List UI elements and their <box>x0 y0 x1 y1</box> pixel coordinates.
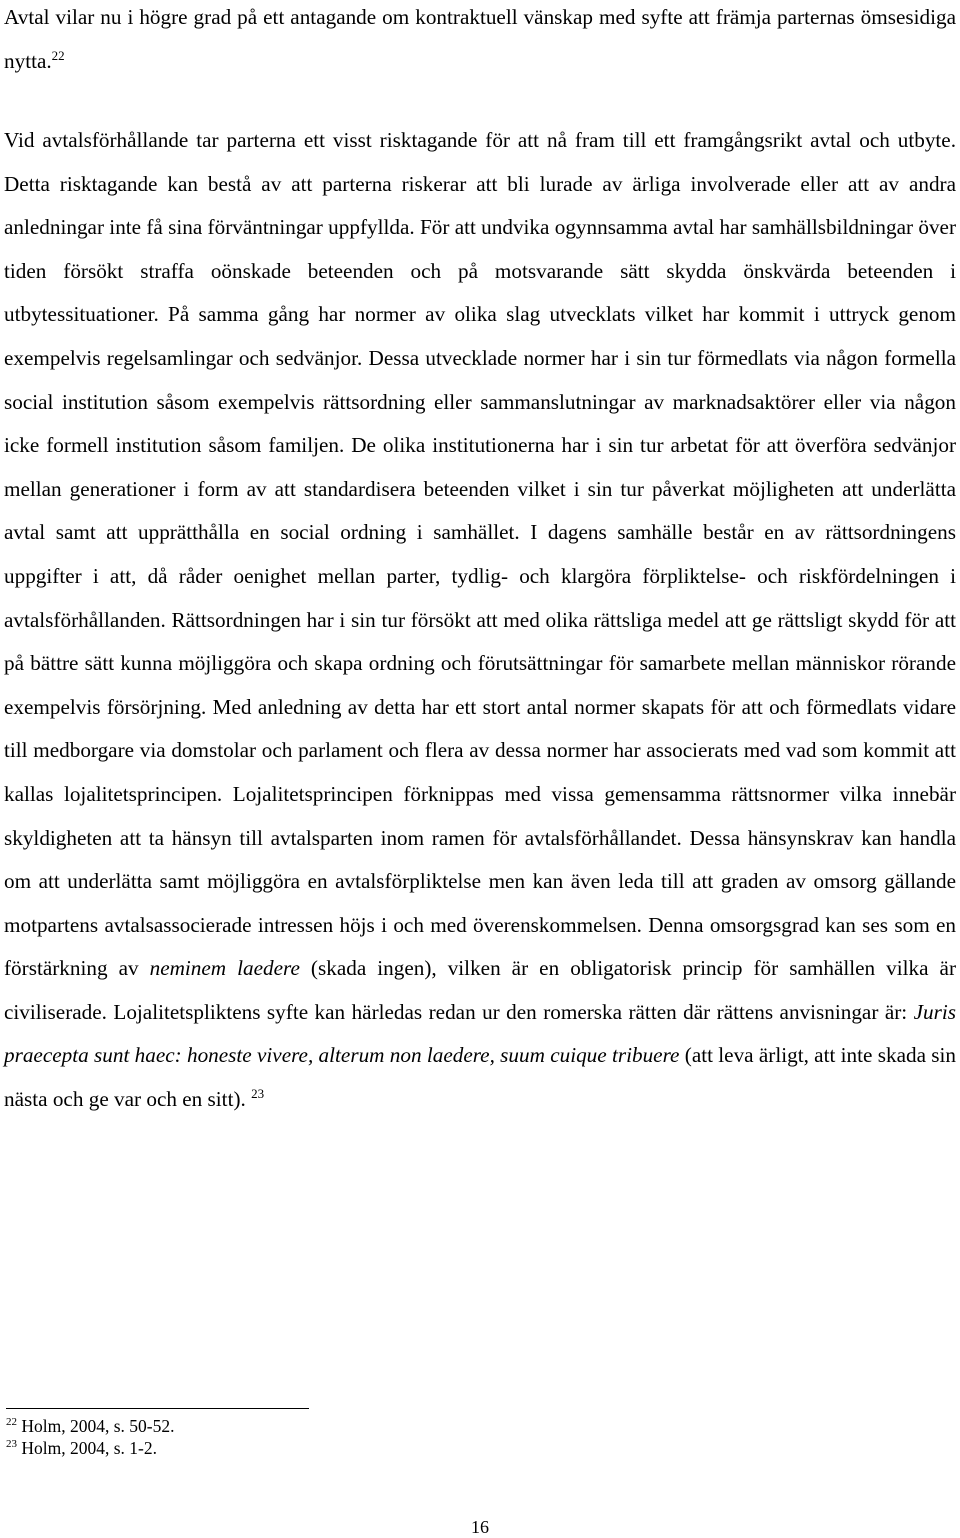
page-number: 16 <box>471 1517 489 1537</box>
footnotes <box>6 1415 606 1459</box>
paragraph-2-latin-phrase-1: neminem laedere <box>149 956 300 981</box>
footnote-separator <box>6 1408 309 1409</box>
document-page <box>4 0 956 1537</box>
footnote-text: Holm, 2004, s. 50-52. <box>21 1416 175 1436</box>
paragraph-2-latin-phrase-2: Juris praecepta sunt haec: honeste vivere, alterum non laedere, suum cuique tribuere <box>4 999 956 1068</box>
paragraph-2-text-3: (att leva ärligt, att inte skada sin nästa och ge var och en sitt). <box>4 1043 956 1112</box>
footnote-22 <box>6 1415 606 1437</box>
paragraph-1-text: Avtal vilar nu i högre grad på ett antagande om kontraktuell vänskap med syfte att främja parternas ömsesidiga nytta. <box>4 5 956 73</box>
footnote-text: Holm, 2004, s. 1-2. <box>21 1438 157 1458</box>
paragraph-2-text-1: Vid avtalsförhållande tar parterna ett visst risktagande för att nå fram till ett framgångsrikt avtal och utbyte. Detta risktagande kan bestå av att parterna riskerar att bli lurade av ärliga involverade eller att av andra anledningar inte få sina förväntningar uppfyllda. För att undvika ogynnsamma avtal har samhällsbildningar över tiden försökt straffa oönskade beteenden och på motsvarande sätt skydda önskvärda beteenden i utbytessituationer. På samma gång har normer av olika slag utvecklats vilket har kommit i uttryck genom exempelvis regelsamlingar och sedvänjor. Dessa utvecklade normer har i sin tur förmedlats via någon formella social institution såsom exempelvis rättsordning eller sammanslutningar av marknadsaktörer eller via någon icke formell institution såsom familjen. De olika institutionerna har i sin tur arbetat för att överföra sedvänjor mellan generationer i form av att standardisera beteenden vilket i sin tur påverkat möjligheten att underlätta avtal samt att upprätthålla en social ordning i samhället. I dagens samhälle består en av rättsordningens uppgifter i att, då råder oenighet mellan parter, tydlig- och klargöra förpliktelse- och riskfördelningen i avtalsförhållanden. Rättsordningen har i sin tur försökt att med olika rättsliga medel att ge rättsligt skydd för att på bättre sätt kunna möjliggöra och skapa ordning och förutsättningar för samarbete mellan människor rörande exempelvis försörjning. Med anledning av detta har ett stort antal normer skapats för att och förmedlats vidare till medborgare via domstolar och parlament och flera av dessa normer har associerats med vad som kommit att kallas lojalitetsprincipen. Lojalitetsprincipen förknippas med vissa gemensamma rättsnormer vilka innebär skyldigheten att ta hänsyn till avtalsparten inom ramen för avtalsförhållandet. Dessa hänsynskrav kan handla om att underlätta samt möjliggöra en avtalsförpliktelse men kan även leda till att graden av omsorg gällande motpartens avtalsassocierade intressen höjs i och med överenskommelsen. Denna omsorgsgrad kan ses som en förstärkning av <box>4 128 956 981</box>
paragraph-2 <box>4 119 956 1122</box>
footnote-ref-23[interactable]: 23 <box>251 1086 265 1101</box>
footnote-number: 23 <box>6 1438 17 1451</box>
paragraph-2-text-2: (skada ingen), vilken är en obligatorisk princip för samhällen vilka är civiliserade. Lojalitetspliktens syfte kan härledas redan ur den romerska rätten där rättens anvisningar är: <box>4 956 956 1024</box>
footnote-number: 22 <box>6 1416 17 1429</box>
footnote-23 <box>6 1437 606 1459</box>
paragraph-1 <box>4 0 956 83</box>
footnote-ref-22[interactable]: 22 <box>51 47 65 63</box>
